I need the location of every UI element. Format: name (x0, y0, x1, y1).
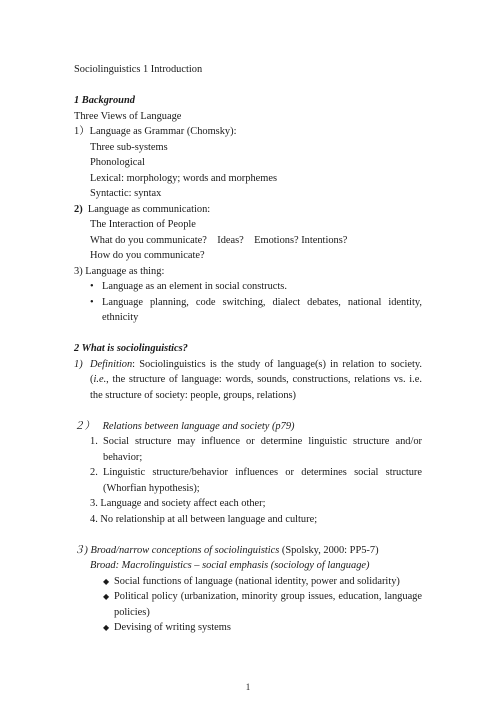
broad-narrow-number: ３) (74, 544, 88, 556)
relation-item-text: No relationship at all between language and culture; (100, 513, 318, 525)
view-1-number: 1） (74, 126, 90, 137)
broad-narrow-heading-text: Broad/narrow conceptions of sociolinguistics (90, 544, 280, 556)
broad-item-text: Devising of writing systems (114, 622, 231, 633)
broad-item (74, 589, 422, 620)
relation-item (74, 512, 422, 528)
relation-item (74, 434, 422, 465)
definition-label: Definition (90, 358, 133, 370)
view-2-text: Language as communication: (87, 203, 211, 215)
view-3-bullet (74, 295, 422, 326)
view-3-bullet-text: Language planning, code switching, dialect debates, national identity, ethnicity (102, 296, 422, 323)
section-1-heading: 1 Background (74, 95, 135, 106)
relation-item (74, 465, 422, 496)
diamond-bullet-icon: ◆ (103, 576, 110, 586)
definition-text: , the structure of language: words, sounds, constructions, relations vs. i.e. the structure of society: people, groups, relations) (90, 374, 422, 401)
broad-heading: Broad: Macrolinguistics – social emphasis (sociology of language) (90, 560, 370, 571)
view-1-text: Language as Grammar (Chomsky): (89, 126, 237, 137)
broad-item (74, 620, 422, 636)
broad-item-text: Social functions of language (national identity, power and solidarity) (114, 575, 400, 587)
relation-item (74, 496, 422, 512)
broad-item (74, 574, 422, 590)
relation-item-text: Linguistic structure/behavior influences or determines social structure (Whorfian hypothesis); (103, 467, 422, 494)
broad-item-text: Political policy (urbanization, minority group issues, education, language policies) (114, 591, 422, 618)
view-3-number: 3) (74, 265, 83, 277)
view-3 (74, 264, 422, 280)
bullet-icon: • (90, 296, 94, 308)
view-1-item: Phonological (90, 157, 145, 168)
definition-ie: i.e. (93, 374, 107, 385)
view-1 (74, 124, 422, 140)
diamond-bullet-icon: ◆ (103, 623, 110, 632)
relation-item-number: 3. (90, 498, 98, 509)
view-3-bullet-text: Language as an element in social constructs. (102, 281, 287, 292)
relation-item-number: 4. (90, 513, 98, 525)
view-2 (74, 202, 422, 218)
broad-narrow-heading (74, 543, 422, 559)
section-1-intro: Three Views of Language (74, 110, 182, 122)
view-2-item: What do you communicate? Ideas? Emotions? Intentions? (90, 234, 348, 246)
document-title: Sociolinguistics 1 Introduction (74, 64, 203, 75)
broad-narrow-citation: (Spolsky, 2000: PP5-7) (279, 544, 379, 556)
view-3-bullet (74, 279, 422, 295)
section-2-heading: 2 What is sociolinguistics? (74, 343, 188, 354)
relation-item-text: Language and society affect each other; (100, 498, 266, 509)
view-1-item: Three sub-systems (90, 141, 168, 153)
relation-item-text: Social structure may influence or determine linguistic structure and/or behavior; (103, 436, 422, 463)
relation-item-number: 1. (90, 436, 98, 447)
definition (74, 357, 422, 404)
view-1-item: Syntactic: syntax (90, 188, 162, 199)
definition-text: : Sociolinguistics is the study of language(s) in relation to society. ( (90, 358, 422, 385)
relations-number: ２） (74, 420, 95, 432)
relation-item-number: 2. (90, 467, 98, 478)
document-body (74, 62, 422, 636)
bullet-icon: • (90, 281, 94, 292)
diamond-bullet-icon: ◆ (103, 592, 110, 601)
relations-heading-text: Relations between language and society (p79) (102, 420, 295, 432)
page-number: 1 (245, 682, 251, 692)
definition-number: 1) (74, 358, 83, 370)
view-2-number: 2) (74, 203, 83, 215)
view-1-item: Lexical: morphology; words and morphemes (90, 172, 277, 184)
view-2-item: The Interaction of People (90, 219, 196, 230)
view-2-item: How do you communicate? (90, 250, 205, 261)
relations-heading (74, 419, 422, 435)
view-3-text: Language as thing: (85, 265, 165, 277)
